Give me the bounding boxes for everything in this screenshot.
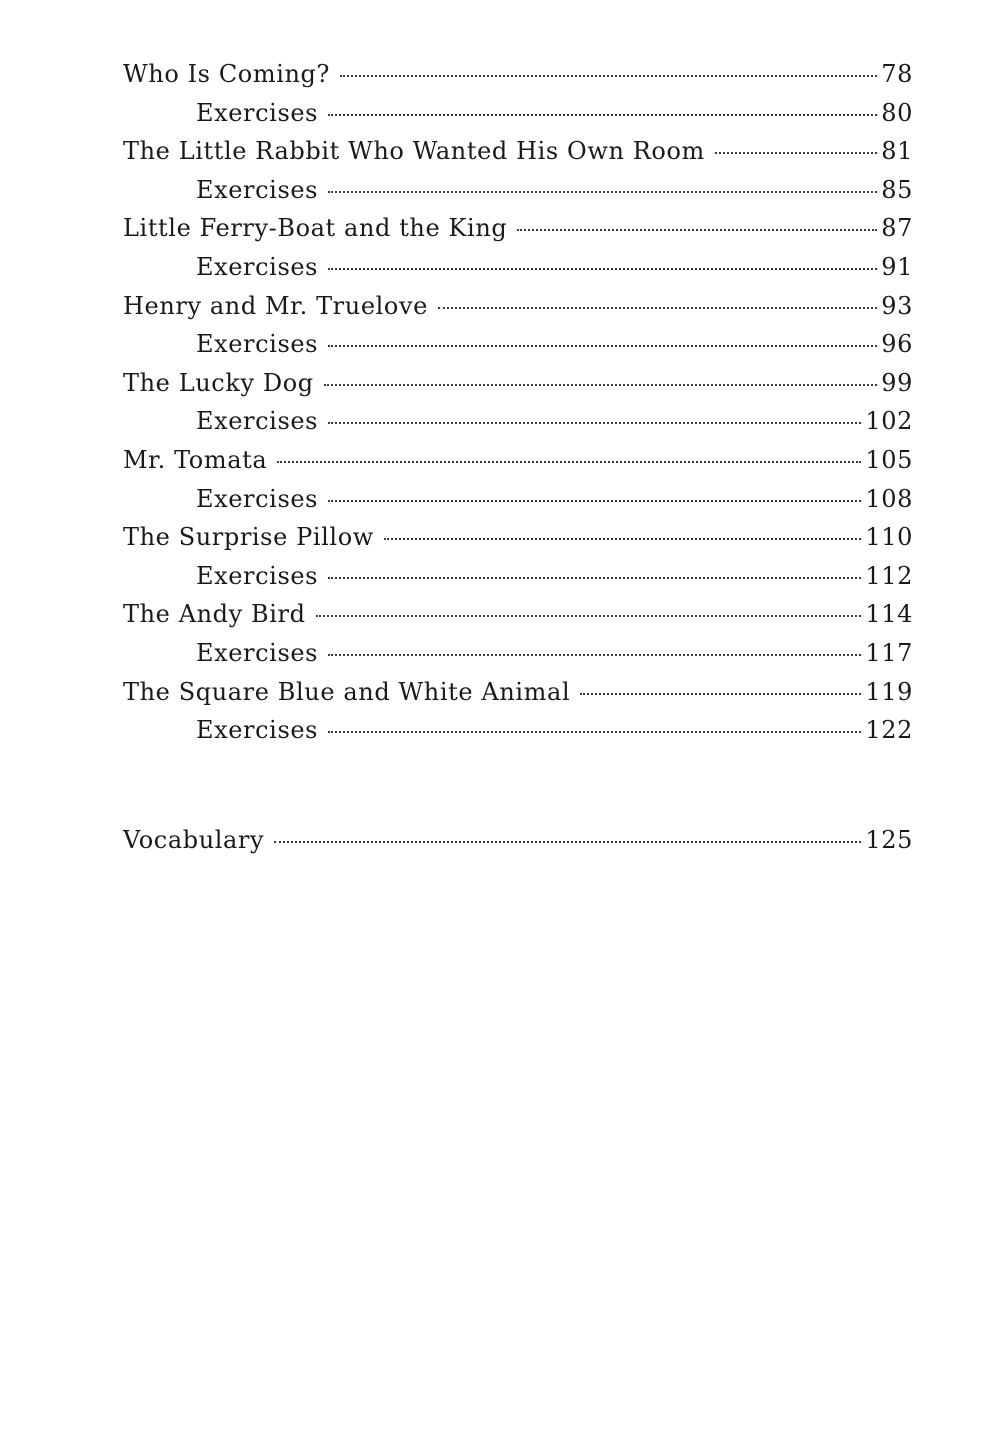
dot-leader xyxy=(328,422,861,424)
toc-entry-title: The Andy Bird xyxy=(123,600,306,629)
toc-entry-page: 119 xyxy=(865,677,913,706)
toc-entry-exercises xyxy=(123,248,913,287)
toc-entry-page: 78 xyxy=(881,60,913,88)
toc-entry-page: 91 xyxy=(881,252,913,281)
dot-leader xyxy=(328,345,877,347)
toc-entry-page: 112 xyxy=(865,561,913,590)
toc-entry-exercises xyxy=(123,325,913,364)
toc-entry-story xyxy=(123,364,913,403)
toc-entry-page: 105 xyxy=(865,445,913,474)
dot-leader xyxy=(384,538,861,540)
toc-entry-page: 80 xyxy=(881,98,913,127)
toc-entry-title: Henry and Mr. Truelove xyxy=(123,291,428,320)
toc-entry-story xyxy=(123,595,913,634)
toc-entry-exercises xyxy=(123,711,913,750)
dot-leader xyxy=(328,731,861,733)
toc-entry-page: 87 xyxy=(881,214,913,243)
toc-entry-exercises xyxy=(123,480,913,519)
toc-entry-exercises xyxy=(123,634,913,673)
toc-entry-page: 96 xyxy=(881,330,913,359)
toc-entry-page: 93 xyxy=(881,291,913,320)
toc-entry-page: 99 xyxy=(881,368,913,397)
toc-entry-title: Exercises xyxy=(196,407,319,436)
toc-entry-page: 114 xyxy=(865,600,913,629)
toc-entry-exercises xyxy=(123,402,913,441)
toc-entry-title: Exercises xyxy=(196,252,319,281)
toc-entry-page: 102 xyxy=(865,407,913,436)
dot-leader xyxy=(328,268,877,270)
dot-leader xyxy=(316,615,862,617)
dot-leader xyxy=(328,500,861,502)
dot-leader xyxy=(328,654,861,656)
toc-entry-page: 108 xyxy=(865,484,913,513)
toc-entry-story xyxy=(123,209,913,248)
dot-leader xyxy=(517,229,877,231)
dot-leader xyxy=(274,841,861,843)
dot-leader xyxy=(277,461,861,463)
section-spacer xyxy=(123,750,913,821)
toc-entry-page: 117 xyxy=(865,638,913,667)
toc-entry-page: 85 xyxy=(881,175,913,204)
toc-entry-vocabulary xyxy=(123,821,913,860)
toc-entry-title: The Little Rabbit Who Wanted His Own Room xyxy=(123,137,705,166)
toc-entry-title: Vocabulary xyxy=(123,825,265,854)
dot-leader xyxy=(328,191,877,193)
toc-entry-story xyxy=(123,132,913,171)
toc-entry-title: Exercises xyxy=(196,716,319,745)
toc-entry-title: The Lucky Dog xyxy=(123,368,314,397)
toc-entry-title: Exercises xyxy=(196,98,319,127)
toc-entry-title: Little Ferry-Boat and the King xyxy=(123,214,508,243)
toc-entry-title: Mr. Tomata xyxy=(123,445,268,474)
toc-entry-title: Exercises xyxy=(196,330,319,359)
toc-entry-story xyxy=(123,441,913,480)
toc-entry-title: The Square Blue and White Animal xyxy=(123,677,571,706)
toc-entry-exercises xyxy=(123,94,913,133)
toc-entry-page: 125 xyxy=(865,825,913,854)
toc-entry-story xyxy=(123,287,913,326)
toc-entry-page: 81 xyxy=(881,137,913,166)
dot-leader xyxy=(438,307,877,309)
toc-entry-story xyxy=(123,55,913,94)
dot-leader xyxy=(340,75,877,77)
toc-entry-page: 110 xyxy=(865,523,913,552)
toc-entry-story xyxy=(123,673,913,712)
dot-leader xyxy=(580,693,861,695)
toc-entry-title: Who Is Coming? xyxy=(123,60,330,88)
dot-leader xyxy=(324,384,878,386)
table-of-contents xyxy=(123,55,913,859)
toc-entry-title: Exercises xyxy=(196,561,319,590)
toc-entry-exercises xyxy=(123,171,913,210)
toc-entry-title: Exercises xyxy=(196,638,319,667)
toc-entry-story xyxy=(123,518,913,557)
toc-entry-title: Exercises xyxy=(196,484,319,513)
dot-leader xyxy=(328,114,877,116)
dot-leader xyxy=(328,577,861,579)
toc-entry-title: Exercises xyxy=(196,175,319,204)
toc-entry-exercises xyxy=(123,557,913,596)
toc-entry-page: 122 xyxy=(865,716,913,745)
toc-entry-title: The Surprise Pillow xyxy=(123,523,374,552)
dot-leader xyxy=(715,152,877,154)
